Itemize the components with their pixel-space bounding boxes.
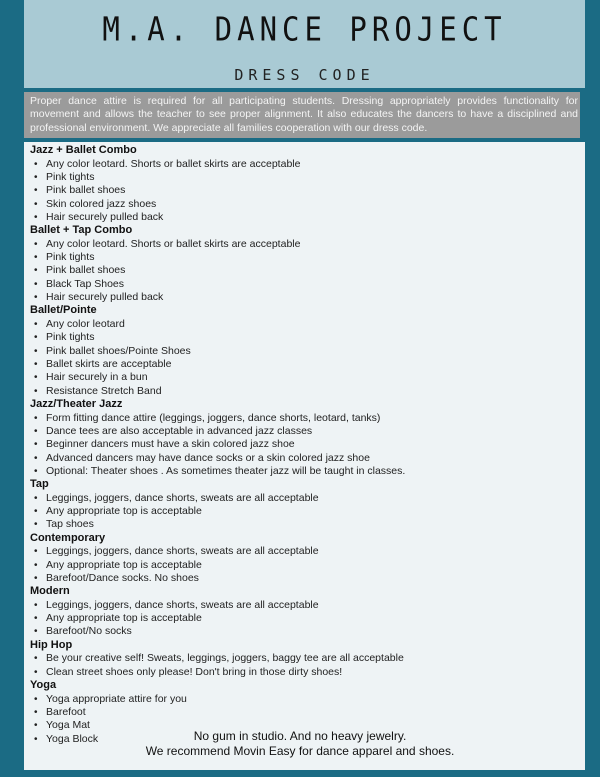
dress-code-section — [30, 639, 585, 679]
list-item-text: Pink ballet shoes — [46, 184, 126, 197]
bullet-icon: • — [34, 519, 38, 531]
bullet-icon: • — [34, 238, 38, 250]
list-item-text: Leggings, joggers, dance shorts, sweats are all acceptable — [46, 491, 319, 504]
section-title: Ballet/Pointe — [30, 304, 97, 317]
list-item-text: Skin colored jazz shoes — [46, 197, 157, 210]
list-item-text: Form fitting dance attire (leggings, joggers, dance shorts, leotard, tanks) — [46, 411, 381, 424]
section-list — [30, 238, 585, 305]
section-title: Tap — [30, 478, 49, 491]
section-title: Yoga — [30, 679, 57, 691]
intro-paragraph: Proper dance attire is required for all participating students. Dressing appropriately provides functionality for movement and allows the teacher to see proper alignment. It also educates the dancers to have a disciplined and professional environment. We appreciate all families cooperation with our dress code. — [24, 92, 580, 138]
dress-code-section — [30, 478, 585, 532]
list-item — [30, 706, 585, 719]
list-item — [30, 438, 585, 451]
list-item-text: Hair securely pulled back — [46, 210, 164, 223]
list-item — [30, 251, 585, 264]
bullet-icon: • — [34, 439, 38, 451]
list-item — [30, 693, 585, 706]
bullet-icon: • — [34, 666, 38, 678]
list-item-text: Any color leotard. Shorts or ballet skirts are acceptable — [46, 237, 301, 250]
bullet-icon: • — [34, 372, 38, 384]
list-item-text: Pink tights — [46, 331, 95, 344]
bullet-icon: • — [34, 572, 38, 584]
dress-code-section — [30, 304, 585, 398]
list-item-text: Any appropriate top is acceptable — [46, 558, 202, 571]
bullet-icon: • — [34, 693, 38, 705]
list-item-text: Resistance Stretch Band — [46, 384, 162, 397]
bullet-icon: • — [34, 599, 38, 611]
section-list — [30, 412, 585, 479]
list-item-text: Any appropriate top is acceptable — [46, 612, 202, 625]
section-list — [30, 492, 585, 532]
list-item-text: Any color leotard — [46, 317, 125, 330]
bullet-icon: • — [34, 158, 38, 170]
list-item-text: Yoga appropriate attire for you — [46, 692, 187, 705]
list-item — [30, 171, 585, 184]
list-item — [30, 412, 585, 425]
list-item — [30, 452, 585, 465]
list-item — [30, 371, 585, 384]
list-item — [30, 331, 585, 344]
bullet-icon: • — [34, 425, 38, 437]
bullet-icon: • — [34, 613, 38, 625]
bullet-icon: • — [34, 292, 38, 304]
list-item — [30, 518, 585, 531]
section-title: Ballet + Tap Combo — [30, 224, 133, 237]
bullet-icon: • — [34, 358, 38, 370]
list-item — [30, 184, 585, 197]
list-item — [30, 625, 585, 638]
bullet-icon: • — [34, 198, 38, 210]
bullet-icon: • — [34, 492, 38, 504]
list-item-text: Optional: Theater shoes . As sometimes theater jazz will be taught in classes. — [46, 464, 406, 477]
section-list — [30, 652, 585, 679]
bullet-icon: • — [34, 733, 38, 745]
section-title: Hip Hop — [30, 638, 73, 651]
bullet-icon: • — [34, 185, 38, 197]
list-item-text: Pink tights — [46, 251, 95, 264]
list-item — [30, 158, 585, 171]
list-item — [30, 465, 585, 478]
bullet-icon: • — [34, 412, 38, 424]
list-item — [30, 666, 585, 679]
list-item-text: Pink tights — [46, 170, 95, 183]
list-item — [30, 545, 585, 558]
list-item-text: Barefoot/No socks — [46, 625, 132, 638]
bullet-icon: • — [34, 706, 38, 718]
list-item-text: Black Tap Shoes — [46, 277, 125, 290]
bullet-icon: • — [34, 252, 38, 264]
bullet-icon: • — [34, 265, 38, 277]
dress-code-content — [24, 142, 585, 770]
section-title: Modern — [30, 585, 70, 598]
list-item — [30, 572, 585, 585]
list-item-text: Be your creative self! Sweats, leggings, joggers, baggy tee are all acceptable — [46, 652, 404, 665]
page-title: M.A. DANCE PROJECT — [102, 9, 507, 49]
dress-code-section — [30, 532, 585, 586]
dress-code-section — [30, 398, 585, 478]
list-item-text: Any appropriate top is acceptable — [46, 505, 202, 518]
bullet-icon: • — [34, 171, 38, 183]
list-item-text: Pink ballet shoes — [46, 264, 126, 277]
bullet-icon: • — [34, 546, 38, 558]
dress-code-section — [30, 585, 585, 639]
list-item — [30, 238, 585, 251]
list-item — [30, 198, 585, 211]
bullet-icon: • — [34, 465, 38, 477]
list-item — [30, 318, 585, 331]
list-item — [30, 599, 585, 612]
footer-note — [100, 729, 500, 759]
list-item — [30, 425, 585, 438]
list-item — [30, 358, 585, 371]
list-item-text: Beginner dancers must have a skin colored jazz shoe — [46, 438, 295, 451]
bullet-icon: • — [34, 653, 38, 665]
list-item-text: Leggings, joggers, dance shorts, sweats are all acceptable — [46, 545, 319, 558]
bullet-icon: • — [34, 278, 38, 290]
list-item — [30, 505, 585, 518]
list-item — [30, 291, 585, 304]
dress-code-section — [30, 224, 585, 304]
list-item — [30, 264, 585, 277]
section-list — [30, 599, 585, 639]
list-item — [30, 559, 585, 572]
section-title: Contemporary — [30, 531, 106, 544]
list-item-text: Barefoot — [46, 705, 86, 718]
list-item-text: Ballet skirts are acceptable — [46, 357, 172, 370]
section-list — [30, 158, 585, 225]
list-item — [30, 652, 585, 665]
bullet-icon: • — [34, 626, 38, 638]
section-title: Jazz/Theater Jazz — [30, 398, 123, 410]
list-item-text: Barefoot/Dance socks. No shoes — [46, 571, 199, 584]
footer-line-2: We recommend Movin Easy for dance apparel and shoes. — [145, 744, 455, 758]
list-item-text: Any color leotard. Shorts or ballet skirts are acceptable — [46, 157, 301, 170]
list-item — [30, 385, 585, 398]
bullet-icon: • — [34, 385, 38, 397]
bullet-icon: • — [34, 211, 38, 223]
bullet-icon: • — [34, 318, 38, 330]
list-item — [30, 345, 585, 358]
section-list — [30, 545, 585, 585]
section-title: Jazz + Ballet Combo — [30, 144, 137, 156]
list-item-text: Pink ballet shoes/Pointe Shoes — [46, 344, 191, 357]
list-item-text: Tap shoes — [46, 518, 94, 531]
list-item-text: Hair securely pulled back — [46, 291, 164, 304]
dress-code-section — [30, 144, 585, 224]
bullet-icon: • — [34, 720, 38, 732]
list-item — [30, 278, 585, 291]
list-item-text: Yoga Mat — [46, 719, 90, 732]
list-item-text: Hair securely in a bun — [46, 371, 148, 384]
bullet-icon: • — [34, 332, 38, 344]
list-item-text: Leggings, joggers, dance shorts, sweats are all acceptable — [46, 598, 319, 611]
list-item — [30, 211, 585, 224]
bullet-icon: • — [34, 452, 38, 464]
page-subtitle: DRESS CODE — [234, 66, 375, 84]
footer-line-1: No gum in studio. And no heavy jewelry. — [193, 729, 407, 743]
section-list — [30, 318, 585, 398]
bullet-icon: • — [34, 559, 38, 571]
list-item — [30, 492, 585, 505]
header-banner — [24, 0, 585, 88]
list-item-text: Yoga Block — [46, 732, 99, 745]
list-item-text: Advanced dancers may have dance socks or a skin colored jazz shoe — [46, 451, 370, 464]
list-item — [30, 612, 585, 625]
bullet-icon: • — [34, 506, 38, 518]
bullet-icon: • — [34, 345, 38, 357]
list-item-text: Clean street shoes only please! Don't bring in those dirty shoes! — [46, 665, 343, 678]
list-item-text: Dance tees are also acceptable in advanced jazz classes — [46, 424, 313, 437]
